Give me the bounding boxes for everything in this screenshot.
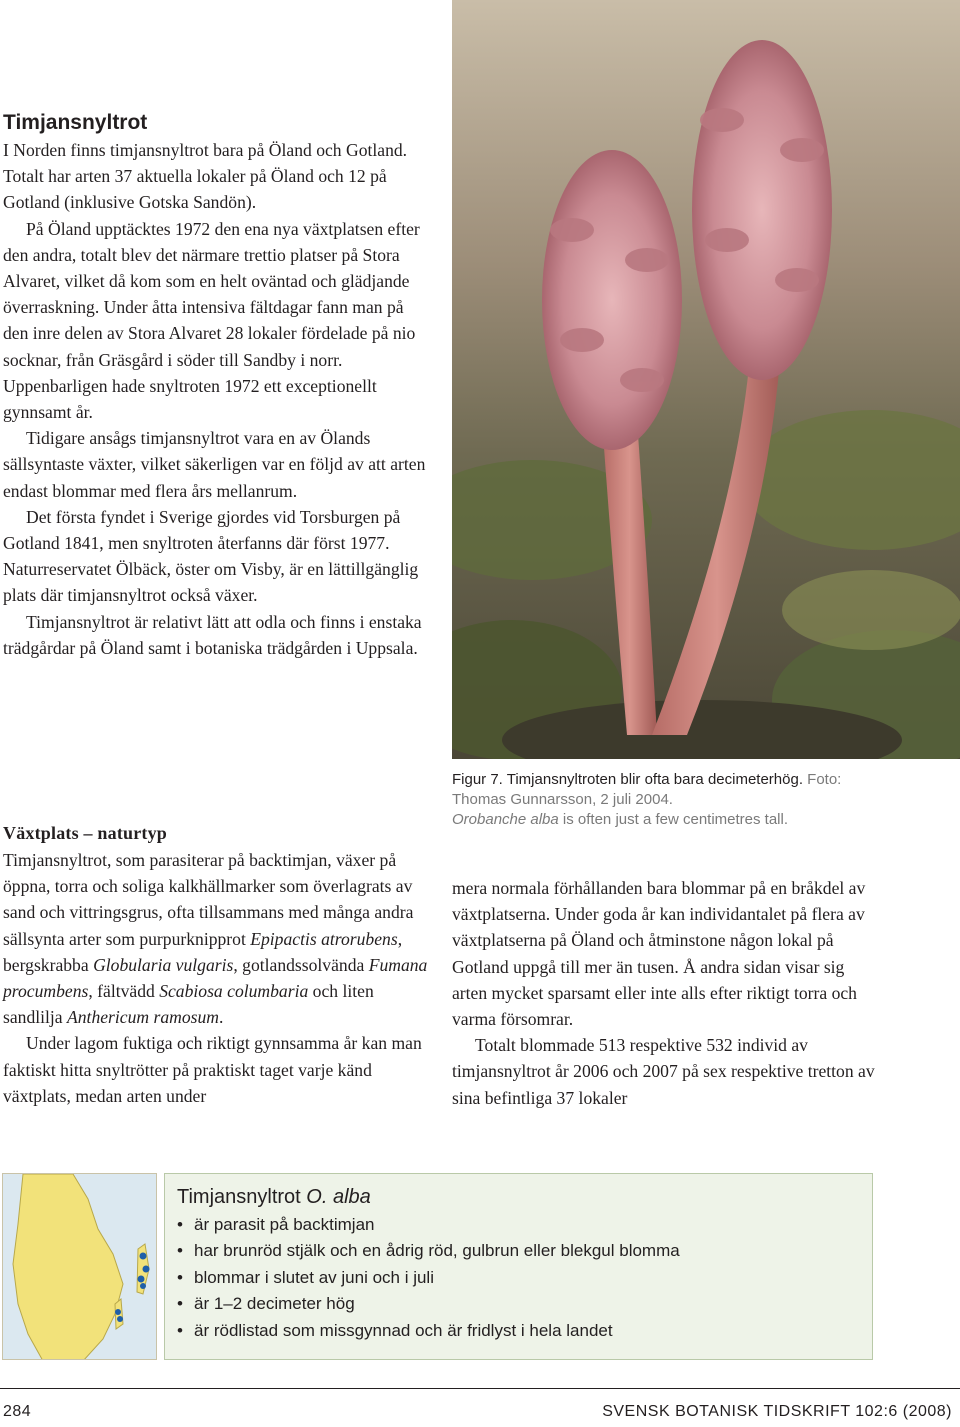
left-column-text-2 (3, 847, 428, 1109)
left-column-text (3, 137, 428, 661)
list-item: • är rödlistad som missgynnad och är fridlyst i hela landet (173, 1318, 863, 1344)
page-number: 284 (3, 1403, 32, 1420)
right-column-text (452, 875, 877, 1111)
paragraph: Totalt blommade 513 respektive 532 individ av timjansnyltrot år 2006 och 2007 på sex respektive tretton av sina befintliga 37 lokaler (452, 1035, 875, 1108)
list-item: • är parasit på backtimjan (173, 1212, 863, 1238)
fact-box (164, 1173, 873, 1360)
plant-photo (452, 0, 960, 759)
paragraph: Timjansnyltrot är relativt lätt att odla och finns i enstaka trädgårdar på Öland samt i botaniska trädgården i Uppsala. (3, 611, 422, 658)
figure-caption: Figur 7. Timjansnyltroten blir ofta bara decimeterhög. Foto: Thomas Gunnarsson, 2 juli 2004. Orobanche alba is often just a few centimetres tall. (452, 771, 842, 828)
fact-list (173, 1212, 863, 1344)
footer-rule (0, 1388, 960, 1389)
paragraph: På Öland upptäcktes 1972 den ena nya växtplatsen efter den andra, totalt blev det närmare trettio platser på Stora Alvaret, vilket då kom som en helt oväntad och glädjande överraskning. Under åtta intensiva fältdagar fann man på den inre delen av Stora Alvaret 28 lokaler fördelade på nio socknar, från Gräsgård i söder till Sandby i norr. Uppenbarligen hade snyltroten 1972 ett exceptionellt gynnsamt år. (3, 218, 420, 423)
journal-name: SVENSK BOTANISK TIDSKRIFT 102:6 (2008) (602, 1403, 952, 1420)
paragraph: mera normala förhållanden bara blommar på en bråkdel av växtplatserna. Under goda år kan individantalet på flera av växtplatserna på Öland och åtminstone någon lokal på Gotland uppgå till mer än tusen. Å andra sidan visar sig arten mycket sparsamt eller inte alls efter riktigt torra och varma försomrar. (452, 878, 866, 1030)
list-item: • blommar i slutet av juni och i juli (173, 1265, 863, 1291)
paragraph: Det första fyndet i Sverige gjordes vid Torsburgen på Gotland 1841, men snyltroten återfanns där först 1977. Naturreservatet Ölbäck, öster om Visby, är en lättillgänglig plats där timjansnyltrot också växer. (3, 506, 419, 606)
distribution-map (2, 1173, 157, 1360)
list-item: • är 1–2 decimeter hög (173, 1291, 863, 1317)
fact-box-title: Timjansnyltrot O. alba (177, 1186, 371, 1208)
paragraph: Tidigare ansågs timjansnyltrot vara en av Ölands sällsyntaste växter, vilket säkerligen var en följd av att arten endast blommar med flera års mellanrum. (3, 428, 426, 501)
subsection-heading: Växtplats – naturtyp (3, 823, 168, 843)
list-item: • har brunröd stjälk och en ådrig röd, gulbrun eller blekgul blomma (173, 1238, 863, 1264)
paragraph: Timjansnyltrot, som parasiterar på backtimjan, växer på öppna, torra och soliga kalkhällmarker som överlagrats av sand och vittringsgrus, ofta tillsammans med många andra sällsynta arter som purpurknipprot Epipactis atrorubens, bergskrabba Globularia vulgaris, gotlandssolvända Fumana procumbens, fältvädd Scabiosa columbaria och liten sandlilja Anthericum ramosum. (3, 850, 428, 1028)
paragraph: Under lagom fuktiga och riktigt gynnsamma år kan man faktiskt hitta snyltrötter på praktiskt taget varje känd växtplats, medan arten under (3, 1033, 422, 1106)
paragraph: I Norden finns timjansnyltrot bara på Öland och Gotland. Totalt har arten 37 aktuella lokaler på Öland och 12 på Gotland (inklusive Gotska Sandön). (3, 140, 408, 213)
section-heading: Timjansnyltrot (3, 111, 148, 134)
